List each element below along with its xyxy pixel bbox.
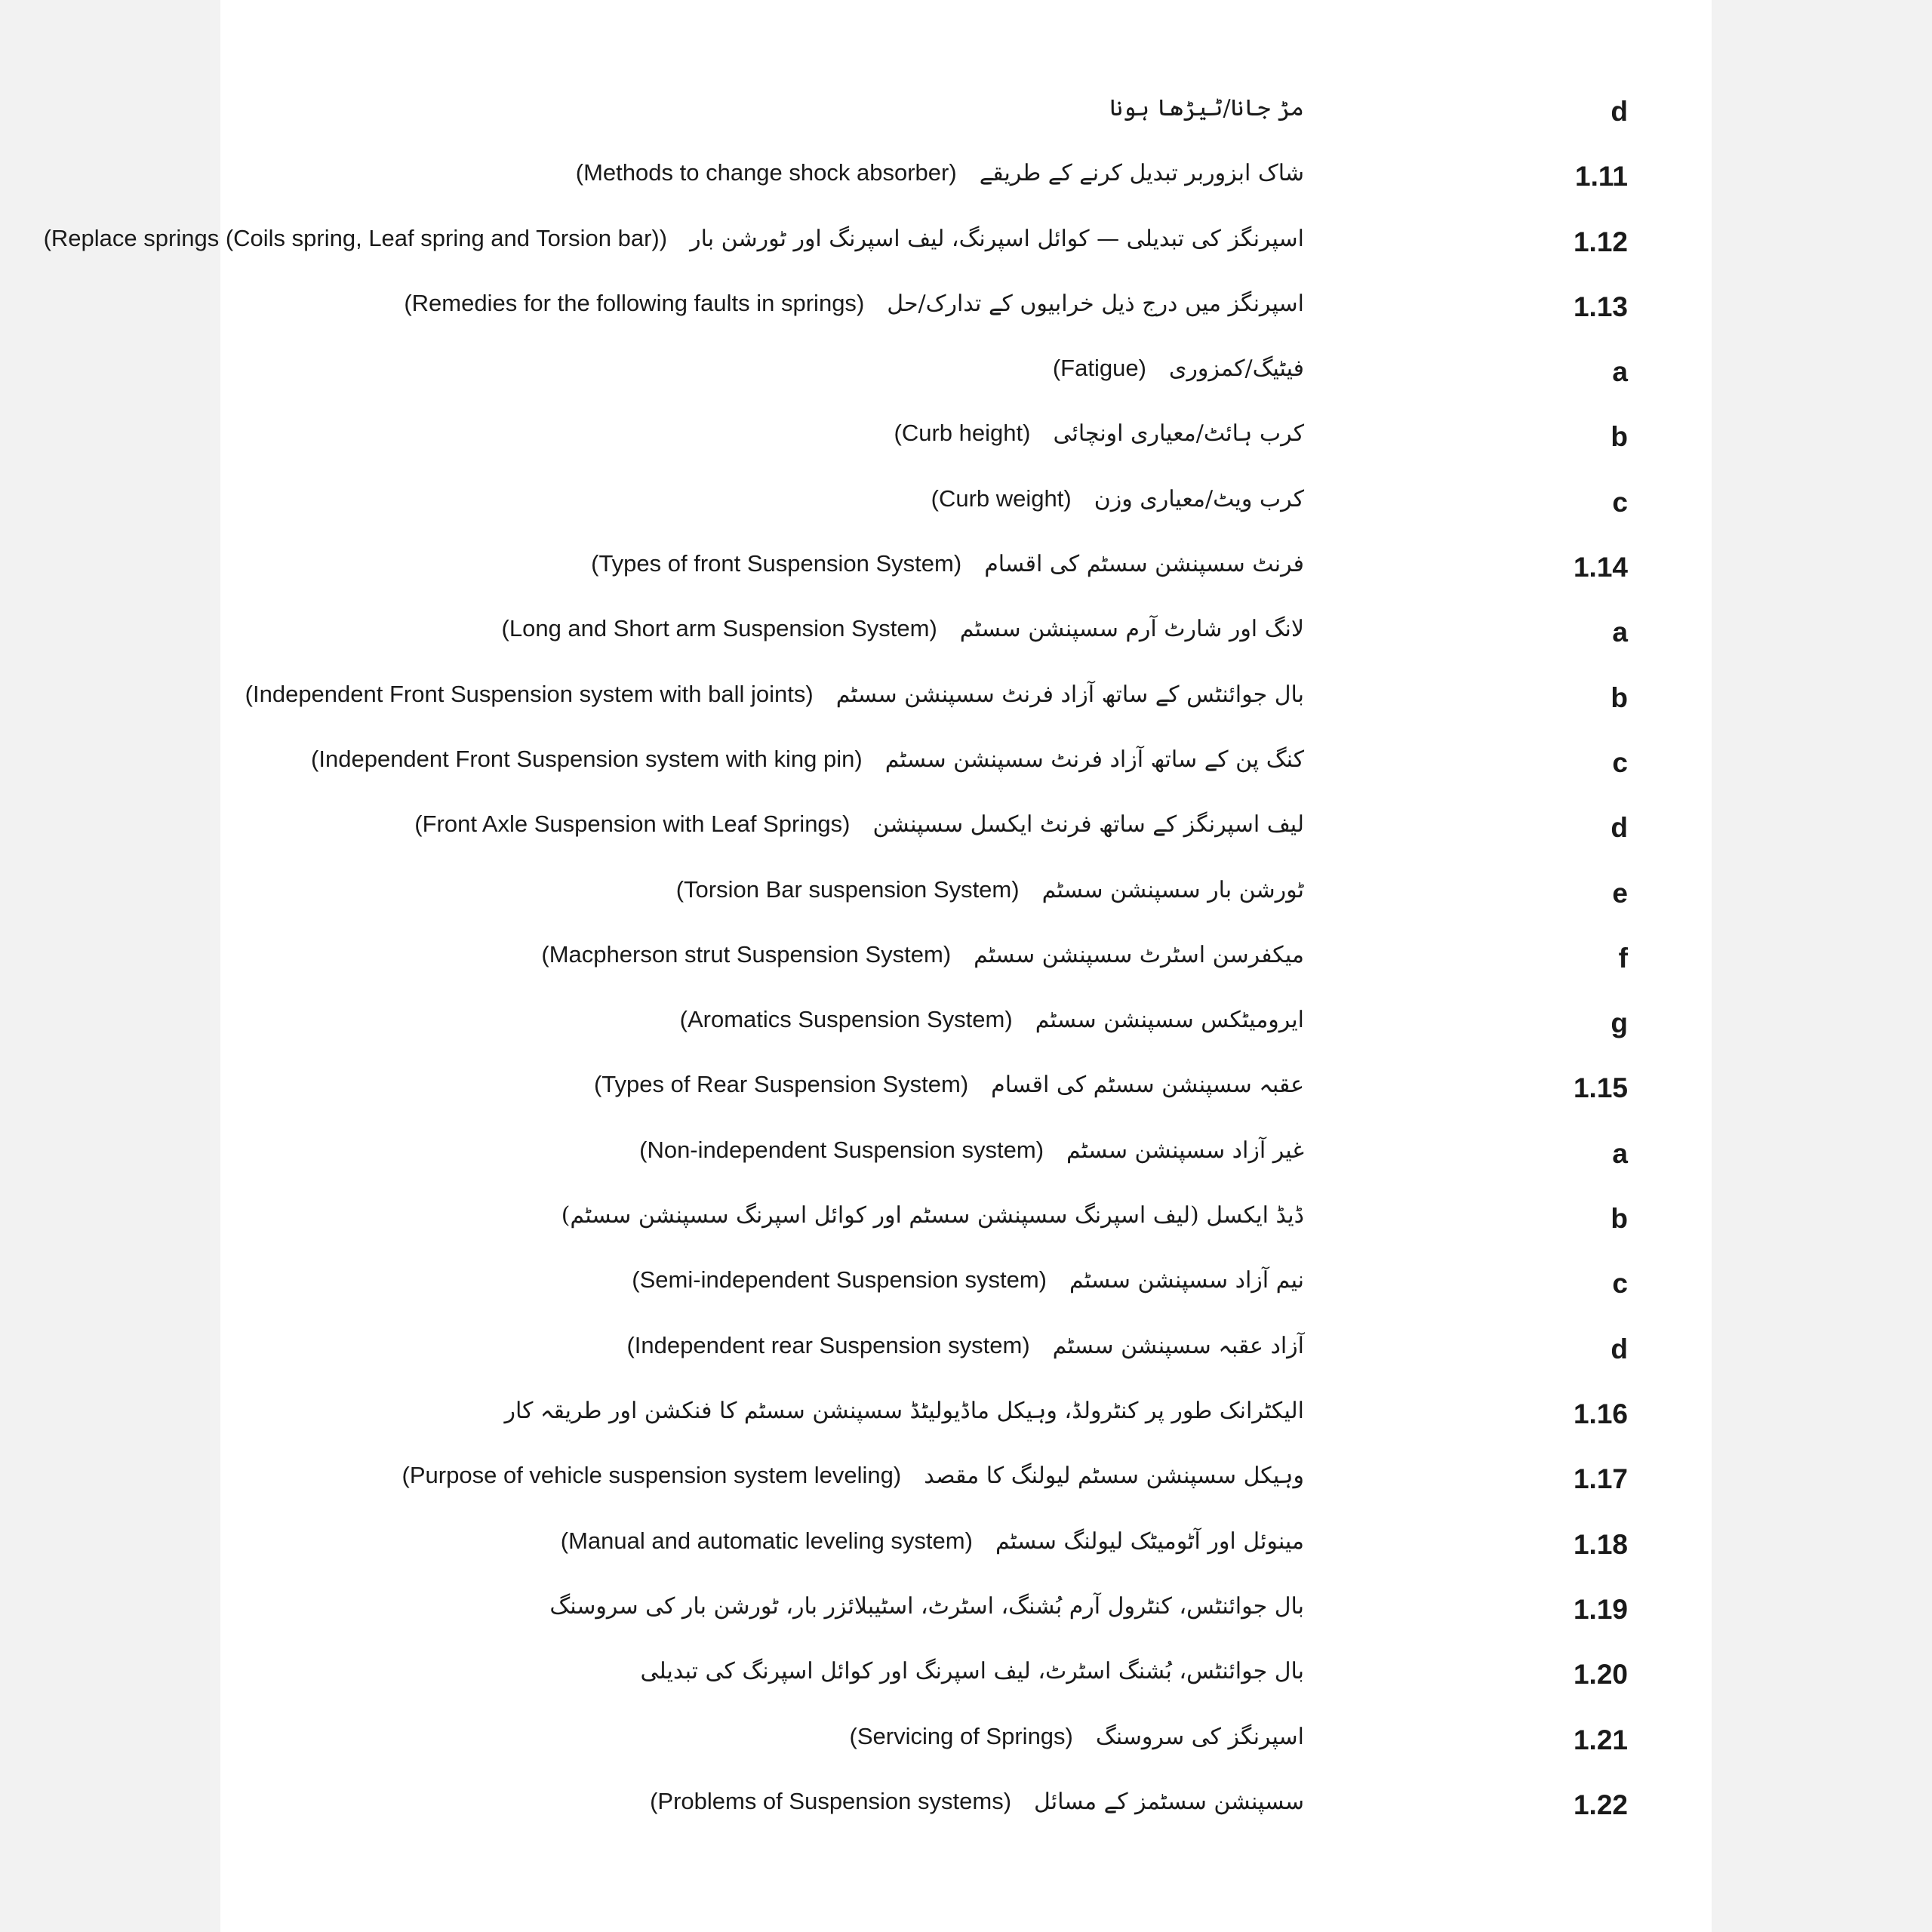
list-item	[220, 932, 1712, 997]
urdu-text: آزاد عقبہ سسپنشن سسٹم	[1052, 1333, 1304, 1359]
list-item	[220, 672, 1712, 737]
item-number: c	[1612, 1268, 1628, 1299]
item-text	[527, 1592, 1304, 1620]
item-text	[931, 485, 1304, 512]
urdu-text: اسپرنگز میں درج ذیل خرابیوں کے تدارک/حل	[887, 291, 1304, 317]
english-text: (Methods to change shock absorber)	[575, 159, 957, 186]
urdu-text: فیٹیگ/کمزوری	[1168, 355, 1304, 382]
item-text	[639, 1137, 1304, 1164]
english-text: (Independent rear Suspension system)	[626, 1332, 1030, 1358]
item-text	[576, 159, 1304, 186]
item-number: d	[1611, 812, 1628, 843]
item-number: b	[1611, 1203, 1628, 1234]
english-text: (Servicing of Springs)	[849, 1723, 1073, 1749]
item-number: 1.22	[1573, 1789, 1628, 1820]
item-number: 1.20	[1573, 1659, 1628, 1690]
list-item	[220, 1518, 1712, 1583]
item-text	[626, 1332, 1304, 1359]
list-item	[220, 1388, 1712, 1453]
item-number: 1.18	[1573, 1529, 1628, 1560]
english-text: (Purpose of vehicle suspension system leveling)	[401, 1462, 902, 1488]
english-text: (Types of front Suspension System)	[591, 550, 962, 577]
list-item	[220, 541, 1712, 606]
item-number: 1.12	[1573, 226, 1628, 257]
list-item	[220, 867, 1712, 932]
list-item	[220, 150, 1712, 215]
urdu-text: کرب ہائٹ/معیاری اونچائی	[1053, 420, 1304, 447]
item-text	[1087, 94, 1304, 122]
urdu-text: الیکٹرانک طور پر کنٹرولڈ، وہیکل ماڈیولیٹڈ سسپنشن سسٹم کا فنکشن اور طریقہ کار	[504, 1398, 1304, 1424]
item-text	[591, 550, 1304, 577]
item-number: 1.19	[1573, 1594, 1628, 1625]
urdu-text: وہیکل سسپنشن سسٹم لیولنگ کا مقصد	[924, 1463, 1304, 1489]
urdu-text: اسپرنگز کی سروسنگ	[1095, 1724, 1304, 1750]
urdu-text: بال جوائنٹس کے ساتھ آزاد فرنٹ سسپنشن سسٹم	[835, 681, 1304, 708]
list-item	[220, 737, 1712, 801]
item-number: 1.11	[1575, 161, 1628, 192]
item-text	[402, 1462, 1304, 1489]
item-number: d	[1611, 1334, 1628, 1364]
item-number: 1.15	[1573, 1072, 1628, 1103]
item-number: b	[1611, 421, 1628, 452]
list-item	[220, 411, 1712, 475]
item-text	[618, 1657, 1304, 1684]
urdu-text: عقبہ سسپنشن سسٹم کی اقسام	[991, 1072, 1304, 1098]
english-text: (Replace springs (Coils spring, Leaf spring and Torsion bar))	[43, 225, 668, 251]
english-text: (Long and Short arm Suspension System)	[501, 615, 937, 641]
item-number: a	[1612, 1138, 1628, 1169]
urdu-text: سسپنشن سسٹمز کے مسائل	[1034, 1789, 1304, 1815]
urdu-text: لیف اسپرنگز کے ساتھ فرنٹ ایکسل سسپنشن	[872, 811, 1304, 838]
english-text: (Curb weight)	[931, 485, 1072, 512]
item-text	[894, 420, 1304, 447]
item-text	[414, 811, 1304, 838]
urdu-text: ڈیڈ ایکسل (لیف اسپرنگ سسپنشن سسٹم اور کوائل اسپرنگ سسپنشن سسٹم)	[561, 1202, 1304, 1229]
english-text: (Front Axle Suspension with Leaf Springs)	[414, 811, 851, 837]
english-text: (Macpherson strut Suspension System)	[541, 941, 952, 968]
item-number: 1.13	[1573, 291, 1628, 322]
list-item	[220, 1583, 1712, 1648]
english-text: (Independent Front Suspension system with ball joints)	[245, 681, 814, 707]
urdu-text: شاک ابزوربر تبدیل کرنے کے طریقے	[979, 160, 1304, 186]
urdu-text: لانگ اور شارٹ آرم سسپنشن سسٹم	[959, 616, 1304, 642]
item-number: c	[1612, 747, 1628, 778]
list-item	[220, 1062, 1712, 1127]
urdu-text: اسپرنگز کی تبدیلی — کوائل اسپرنگ، لیف اسپرنگ اور ٹورشن بار	[690, 226, 1304, 252]
item-text	[539, 1201, 1304, 1229]
item-number: 1.21	[1573, 1724, 1628, 1755]
list-item	[220, 476, 1712, 541]
item-text	[1053, 355, 1304, 382]
urdu-text: مڑ جانا/ٹیڑھا ہونا	[1109, 95, 1304, 122]
item-number: 1.16	[1573, 1398, 1628, 1429]
list-item	[220, 997, 1712, 1062]
item-number: b	[1611, 682, 1628, 713]
item-number: e	[1612, 878, 1628, 909]
item-number: a	[1612, 356, 1628, 387]
list-item	[220, 1192, 1712, 1257]
item-text	[561, 1527, 1304, 1555]
document-page	[43, 0, 1712, 1932]
item-text	[850, 1723, 1304, 1750]
item-text	[481, 1397, 1304, 1424]
list-item	[220, 1779, 1712, 1844]
english-text: (Torsion Bar suspension System)	[675, 876, 1020, 903]
item-text	[594, 1071, 1304, 1098]
urdu-text: فرنٹ سسپنشن سسٹم کی اقسام	[984, 551, 1304, 577]
item-number: 1.17	[1573, 1463, 1628, 1494]
list-item	[220, 1323, 1712, 1388]
urdu-text: مینوئل اور آٹومیٹک لیولنگ سسٹم	[995, 1528, 1304, 1555]
english-text: (Independent Front Suspension system with king pin)	[311, 746, 863, 772]
list-item	[220, 346, 1712, 411]
urdu-text: ٹورشن بار سسپنشن سسٹم	[1041, 877, 1304, 903]
urdu-text: غیر آزاد سسپنشن سسٹم	[1066, 1137, 1304, 1164]
english-text: (Types of Rear Suspension System)	[593, 1071, 969, 1097]
item-text	[680, 1006, 1304, 1033]
urdu-text: کنگ پن کے ساتھ آزاد فرنٹ سسپنشن سسٹم	[884, 746, 1304, 773]
item-text	[650, 1788, 1304, 1815]
list-item	[220, 1714, 1712, 1779]
item-number: a	[1612, 617, 1628, 648]
english-text: (Problems of Suspension systems)	[650, 1788, 1012, 1814]
item-number: 1.14	[1573, 552, 1628, 583]
item-text	[404, 290, 1304, 317]
item-number: c	[1612, 487, 1628, 518]
urdu-text: بال جوائنٹس، بُشنگ اسٹرٹ، لیف اسپرنگ اور کوائل اسپرنگ کی تبدیلی	[640, 1658, 1304, 1684]
english-text: (Remedies for the following faults in springs)	[404, 290, 865, 316]
english-text: (Manual and automatic leveling system)	[560, 1527, 973, 1554]
item-text	[502, 615, 1304, 642]
list-item	[220, 1648, 1712, 1713]
english-text: (Semi-independent Suspension system)	[632, 1266, 1047, 1293]
item-number: g	[1611, 1008, 1628, 1038]
item-text	[541, 941, 1304, 968]
item-text	[245, 681, 1304, 708]
list-item	[220, 1128, 1712, 1192]
list-item	[220, 606, 1712, 671]
item-number: f	[1618, 943, 1628, 974]
english-text: (Aromatics Suspension System)	[679, 1006, 1013, 1032]
urdu-text: بال جوائنٹس، کنٹرول آرم بُشنگ، اسٹرٹ، اسٹیبلائزر بار، ٹورشن بار کی سروسنگ	[549, 1593, 1304, 1620]
list-item	[220, 281, 1712, 346]
list-item	[220, 801, 1712, 866]
list-item	[43, 216, 1712, 281]
urdu-text: میکفرسن اسٹرٹ سسپنشن سسٹم	[974, 942, 1304, 968]
item-text	[44, 225, 1304, 252]
item-text	[676, 876, 1304, 903]
list-item	[220, 1257, 1712, 1322]
english-text: (Fatigue)	[1052, 355, 1146, 381]
urdu-text: کرب ویٹ/معیاری وزن	[1094, 486, 1304, 512]
item-text	[311, 746, 1304, 773]
list-item	[220, 1453, 1712, 1518]
item-text	[632, 1266, 1304, 1294]
english-text: (Non-independent Suspension system)	[639, 1137, 1044, 1163]
english-text: (Curb height)	[894, 420, 1031, 446]
list-item	[220, 85, 1712, 150]
item-number: d	[1611, 96, 1628, 127]
urdu-text: نیم آزاد سسپنشن سسٹم	[1069, 1267, 1304, 1294]
urdu-text: ایرومیٹکس سسپنشن سسٹم	[1035, 1007, 1304, 1033]
